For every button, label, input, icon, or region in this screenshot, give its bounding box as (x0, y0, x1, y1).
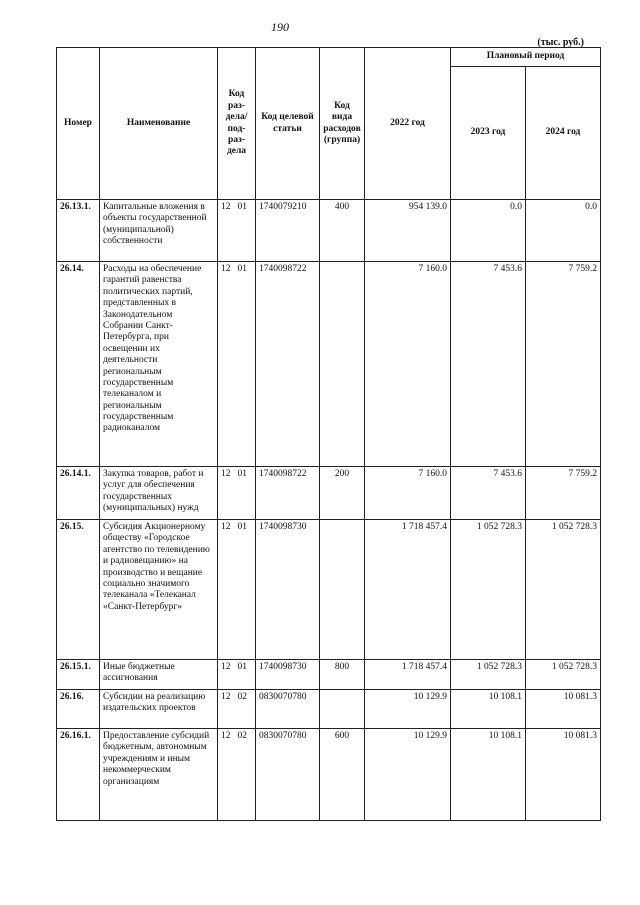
row-number: 26.16. (57, 690, 100, 729)
table-row (57, 729, 601, 821)
row-2024: 10 081.3 (526, 690, 601, 729)
section-code: 12 (221, 202, 231, 212)
header-2024: 2024 год (526, 67, 601, 200)
row-2023: 10 108.1 (451, 690, 526, 729)
row-section (218, 520, 256, 660)
section-code: 12 (221, 469, 231, 479)
row-2022: 10 129.9 (365, 690, 451, 729)
row-2023: 7 453.6 (451, 467, 526, 520)
subsection-code: 01 (237, 469, 247, 479)
section-code: 12 (221, 662, 231, 672)
section-code: 12 (221, 731, 231, 741)
row-target-code: 1740079210 (256, 200, 320, 262)
table-row (57, 690, 601, 729)
row-2023: 1 052 728.3 (451, 520, 526, 660)
page-number: 190 (271, 20, 289, 34)
table-row (57, 262, 601, 467)
row-section (218, 660, 256, 690)
row-expense-type (320, 690, 365, 729)
row-section (218, 690, 256, 729)
header-2022: 2022 год (365, 48, 451, 200)
row-2022: 1 718 457.4 (365, 520, 451, 660)
row-expense-type: 200 (320, 467, 365, 520)
row-expense-type: 400 (320, 200, 365, 262)
row-expense-type: 800 (320, 660, 365, 690)
row-2023: 7 453.6 (451, 262, 526, 467)
row-section (218, 262, 256, 467)
row-2022: 1 718 457.4 (365, 660, 451, 690)
row-section (218, 200, 256, 262)
row-name: Закупка товаров, работ и услуг для обеспечения государственных (муниципальных) нужд (100, 467, 218, 520)
row-number: 26.13.1. (57, 200, 100, 262)
header-section-code: Код раз-дела/ под-раз-дела (218, 48, 256, 200)
row-2022: 10 129.9 (365, 729, 451, 821)
row-name: Капитальные вложения в объекты государственной (муниципальной) собственности (100, 200, 218, 262)
row-name: Предоставление субсидий бюджетным, автономным учреждениям и иным некоммерческим организациям (100, 729, 218, 821)
table-row (57, 467, 601, 520)
row-number: 26.15.1. (57, 660, 100, 690)
row-2023: 10 108.1 (451, 729, 526, 821)
row-2022: 7 160.0 (365, 262, 451, 467)
header-target-code: Код целевой статьи (256, 48, 320, 200)
header-expense-type: Код вида расходов (группа) (320, 48, 365, 200)
row-2024: 1 052 728.3 (526, 660, 601, 690)
row-expense-type: 600 (320, 729, 365, 821)
section-code: 12 (221, 522, 231, 532)
row-target-code: 1740098730 (256, 520, 320, 660)
row-name: Расходы на обеспечение гарантий равенства политических партий, представленных в Законодательном Собрании Санкт-Петербурга, при освещении их деятельности региональным государственным телеканалом и региональным государственным радиоканалом (100, 262, 218, 467)
row-2022: 954 139.0 (365, 200, 451, 262)
row-number: 26.14.1. (57, 467, 100, 520)
subsection-code: 01 (237, 202, 247, 212)
row-2024: 7 759.2 (526, 262, 601, 467)
row-target-code: 1740098722 (256, 262, 320, 467)
table-row (57, 520, 601, 660)
row-2024: 0.0 (526, 200, 601, 262)
header-number: Номер (57, 48, 100, 200)
header-2023: 2023 год (451, 67, 526, 200)
section-code: 12 (221, 692, 231, 702)
row-target-code: 0830070780 (256, 690, 320, 729)
row-number: 26.14. (57, 262, 100, 467)
subsection-code: 01 (237, 522, 247, 532)
row-2024: 1 052 728.3 (526, 520, 601, 660)
row-section (218, 467, 256, 520)
row-2022: 7 160.0 (365, 467, 451, 520)
subsection-code: 02 (237, 731, 247, 741)
row-2024: 10 081.3 (526, 729, 601, 821)
budget-table (56, 47, 601, 821)
row-target-code: 1740098730 (256, 660, 320, 690)
subsection-code: 01 (237, 264, 247, 274)
row-target-code: 1740098722 (256, 467, 320, 520)
row-name: Иные бюджетные ассигнования (100, 660, 218, 690)
row-number: 26.15. (57, 520, 100, 660)
row-name: Субсидия Акционерному обществу «Городское агентство по телевидению и радиовещанию» на производство и вещание социально значимого телеканала «Телеканал «Санкт-Петербург» (100, 520, 218, 660)
row-number: 26.16.1. (57, 729, 100, 821)
row-name: Субсидии на реализацию издательских проектов (100, 690, 218, 729)
row-2023: 0.0 (451, 200, 526, 262)
row-2023: 1 052 728.3 (451, 660, 526, 690)
row-target-code: 0830070780 (256, 729, 320, 821)
header-name: Наименование (100, 48, 218, 200)
table-row (57, 660, 601, 690)
subsection-code: 02 (237, 692, 247, 702)
table-row (57, 200, 601, 262)
subsection-code: 01 (237, 662, 247, 672)
row-expense-type (320, 262, 365, 467)
header-planning-period: Плановый период (451, 48, 601, 67)
row-expense-type (320, 520, 365, 660)
row-section (218, 729, 256, 821)
row-2024: 7 759.2 (526, 467, 601, 520)
section-code: 12 (221, 264, 231, 274)
unit-note: (тыс. руб.) (537, 37, 584, 48)
